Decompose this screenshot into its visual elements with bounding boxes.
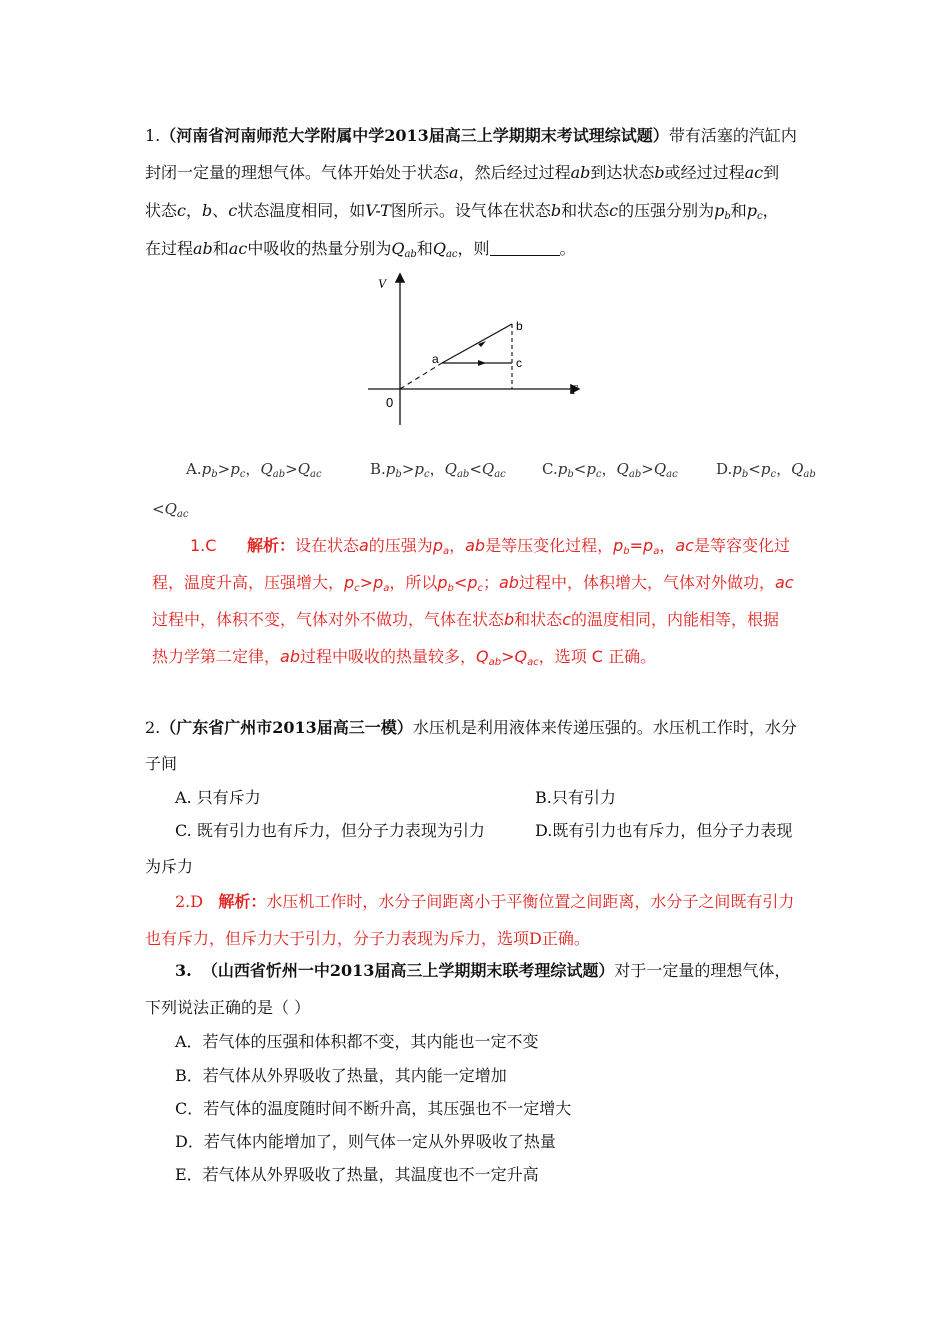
q1-var-a: a <box>449 163 459 182</box>
analysis-text: 是等压变化过程， <box>485 536 614 555</box>
answer-blank[interactable] <box>490 239 560 256</box>
option-text: Q <box>653 460 667 478</box>
q1-var-b: b <box>654 163 665 182</box>
option-text: ab <box>456 469 470 480</box>
analysis-text: b <box>447 583 454 594</box>
q3-line-2 <box>145 997 310 1019</box>
q1-line-1 <box>145 125 797 147</box>
q1-text: 状态温度相同，如 <box>237 201 366 220</box>
option-text: ab <box>628 469 642 480</box>
analysis-text: ab <box>498 573 519 592</box>
q1-analysis-line-3 <box>152 609 779 631</box>
option-letter: A. <box>186 460 202 478</box>
analysis-text: p <box>344 573 355 592</box>
q1-text: 图所示。设气体在状态 <box>390 201 551 220</box>
option-text: D．若气体内能增加了，则气体一定从外界吸收了热量 <box>175 1132 556 1151</box>
option-letter: B. <box>370 460 386 478</box>
q3-number: 3. <box>175 961 192 980</box>
analysis-text: 过程中吸收的热量较多， <box>299 647 476 666</box>
q3-source: （山西省忻州一中2013届高三上学期期末联考理综试题） <box>201 961 615 980</box>
option-text: b <box>211 469 218 480</box>
option-text: ， <box>776 460 792 478</box>
option-text: A．若气体的压强和体积都不变，其内能也一定不变 <box>175 1032 539 1051</box>
option-text: p <box>230 460 240 478</box>
option-text: b <box>395 469 402 480</box>
option-text: p <box>557 460 568 478</box>
q1-text: 和状态 <box>561 201 610 220</box>
q1-var-qac: Q <box>432 239 446 258</box>
q1-var-c: c <box>228 201 238 220</box>
q1-text: ， <box>185 201 202 220</box>
q2-analysis-line-2 <box>145 928 590 950</box>
option-text: > <box>641 460 654 478</box>
option-text: Q <box>791 460 804 478</box>
q1-text: 和 <box>212 239 229 258</box>
q1-sub: ac <box>445 249 458 260</box>
analysis-label: 解析： <box>246 536 295 555</box>
option-text: E．若气体从外界吸收了热量，其温度也不一定升高 <box>175 1165 539 1184</box>
analysis-text: c <box>562 610 571 629</box>
option-text: > <box>285 460 298 478</box>
option-text: b <box>567 469 574 480</box>
analysis-text: < <box>453 573 468 592</box>
q1-text: 中吸收的热量分别为 <box>247 239 392 258</box>
q1-text: ，则 <box>457 239 490 258</box>
q1-number: 1. <box>145 126 161 145</box>
extension-dashed-line <box>400 363 442 389</box>
analysis-text: ab <box>488 657 502 668</box>
q2-option-d[interactable] <box>535 820 792 842</box>
t-axis-label: T <box>570 382 578 397</box>
q1-var-c: c <box>609 201 619 220</box>
q1-line-3 <box>145 200 779 222</box>
option-text: p <box>586 460 596 478</box>
q1-option-d[interactable] <box>716 458 816 480</box>
option-text: C．若气体的温度随时间不断升高，其压强也不一定增大 <box>175 1099 572 1118</box>
analysis-text: ac <box>774 573 794 592</box>
q1-option-c[interactable] <box>542 458 678 480</box>
q1-var-pb: p <box>714 201 725 220</box>
option-text: > <box>217 460 231 478</box>
analysis-text: a <box>653 546 660 557</box>
q1-line-4 <box>145 238 576 260</box>
option-text: Q <box>164 500 177 518</box>
analysis-text: 热力学第二定律， <box>152 647 281 666</box>
origin-label: 0 <box>386 395 394 410</box>
q1-var-ac: ac <box>228 239 248 258</box>
q3-option-d[interactable] <box>175 1131 556 1153</box>
analysis-text: 设在状态 <box>294 536 359 555</box>
analysis-text: ，所以 <box>389 573 438 592</box>
option-text: < <box>573 460 587 478</box>
q1-var-ab: ab <box>570 163 591 182</box>
q1-text: 或经过过程 <box>664 163 745 182</box>
option-text: 为斥力 <box>145 857 194 876</box>
q2-option-b[interactable] <box>535 787 616 809</box>
q1-source: （河南省河南师范大学附属中学2013届高三上学期期末考试理综试题） <box>160 126 669 145</box>
option-text: D.既有引力也有斥力，但分子力表现 <box>535 821 793 840</box>
q1-text: ，然后经过过程 <box>458 163 571 182</box>
q1-sub: b <box>724 211 731 222</box>
q1-line-2 <box>145 162 779 184</box>
analysis-text: ab <box>465 536 486 555</box>
q1-sub: ab <box>404 249 417 260</box>
q1-var-qab: Q <box>391 239 405 258</box>
analysis-text: = <box>629 536 644 555</box>
option-text: ac <box>310 469 322 480</box>
point-b-label: b <box>516 319 523 333</box>
q1-sub: c <box>757 211 763 222</box>
option-text: Q <box>297 460 311 478</box>
option-text: ， <box>601 460 617 478</box>
analysis-text: ac <box>675 536 694 555</box>
q1-var-b: b <box>550 201 562 220</box>
option-text: ab <box>272 469 286 480</box>
q1-text: 到达状态 <box>590 163 655 182</box>
analysis-text: 程，温度升高，压强增大， <box>152 573 345 592</box>
option-text: ， <box>429 460 445 478</box>
q1-analysis-line-4 <box>152 646 656 668</box>
option-text: A. 只有斥力 <box>175 788 261 807</box>
q3-stem: 下列说法正确的是（ ） <box>145 998 311 1017</box>
q1-analysis-line-1 <box>190 535 790 557</box>
q3-option-e[interactable] <box>175 1164 539 1186</box>
analysis-text: 水压机工作时，水分子间距离小于平衡位置之间距离，水分子之间既有引力 <box>266 892 795 911</box>
option-text: c <box>424 469 430 480</box>
option-text: > <box>401 460 415 478</box>
option-text: C. 既有引力也有斥力，但分子力表现为引力 <box>175 821 485 840</box>
analysis-text: p <box>613 536 624 555</box>
q2-line-1 <box>145 717 797 739</box>
analysis-text: ， <box>449 536 466 555</box>
analysis-text: ， <box>659 536 676 555</box>
q2-option-a[interactable] <box>175 787 261 809</box>
q2-analysis-line-1 <box>175 891 794 913</box>
q2-stem: 子间 <box>145 754 178 773</box>
process-ab-line <box>442 324 512 363</box>
option-text: Q <box>481 460 495 478</box>
analysis-label: 解析： <box>218 892 267 911</box>
q1-answer: 1.C <box>190 536 217 555</box>
point-c-label: c <box>516 356 522 370</box>
analysis-text: 是等容变化过 <box>693 536 790 555</box>
analysis-text: a <box>442 546 450 557</box>
q1-text: 的压强分别为 <box>618 201 715 220</box>
analysis-text: 过程中，体积增大，气体对外做功， <box>518 573 775 592</box>
analysis-text: b <box>504 610 515 629</box>
option-letter: C. <box>542 460 558 478</box>
q1-var-ac: ac <box>744 163 764 182</box>
analysis-text: Q <box>476 647 489 666</box>
analysis-text: c <box>354 583 360 594</box>
analysis-text: p <box>643 536 654 555</box>
option-text: c <box>595 469 602 480</box>
option-text: c <box>239 469 246 480</box>
option-text: B.只有引力 <box>535 788 616 807</box>
option-text: ab <box>803 469 816 480</box>
q1-intro: 带有活塞的汽缸内 <box>668 126 797 145</box>
vt-diagram <box>360 270 590 430</box>
q1-text: 、 <box>212 201 229 220</box>
option-text: ac <box>176 509 189 520</box>
option-text: b <box>741 469 749 480</box>
option-text: p <box>385 460 396 478</box>
q1-var-vt: V-T <box>365 201 391 220</box>
q2-option-d-cont <box>145 856 193 878</box>
q2-source: （广东省广州市2013届高三一模） <box>160 718 413 737</box>
analysis-text: 过程中，体积不变，气体对外不做功，气体在状态 <box>152 610 505 629</box>
analysis-text: > <box>359 573 374 592</box>
analysis-text: ，选项 C 正确。 <box>538 647 657 666</box>
analysis-text: 和状态 <box>514 610 563 629</box>
analysis-text: ； <box>482 573 499 592</box>
analysis-text: 的压强为 <box>368 536 433 555</box>
q1-var-c: c <box>177 201 186 220</box>
option-text: < <box>469 460 482 478</box>
q1-option-b[interactable] <box>370 458 506 480</box>
analysis-text: a <box>358 536 369 555</box>
option-text: p <box>414 460 424 478</box>
analysis-text: p <box>432 536 443 555</box>
analysis-text: Q <box>514 647 528 666</box>
option-letter: D. <box>716 460 733 478</box>
q1-analysis-line-2 <box>152 572 794 594</box>
q1-text: 封闭一定量的理想气体。气体开始处于状态 <box>145 163 450 182</box>
analysis-text: b <box>623 546 630 557</box>
q2-line-2 <box>145 753 177 775</box>
q1-text: 和 <box>416 239 433 258</box>
q1-var-b: b <box>202 201 213 220</box>
q3-option-a[interactable] <box>175 1031 539 1053</box>
analysis-text: a <box>383 583 390 594</box>
option-text: p <box>732 460 742 478</box>
q1-text: ， <box>762 201 779 220</box>
option-text: Q <box>616 460 629 478</box>
analysis-text: p <box>467 573 478 592</box>
q1-option-d-cont <box>152 498 188 520</box>
analysis-text: c <box>477 583 483 594</box>
q1-option-a[interactable] <box>186 458 322 480</box>
analysis-text: > <box>501 647 515 666</box>
process-ac-arrow-icon <box>478 360 486 366</box>
analysis-text: 的温度相同，内能相等，根据 <box>570 610 779 629</box>
analysis-text: p <box>437 573 448 592</box>
option-text: ac <box>666 469 678 480</box>
analysis-text: p <box>373 573 384 592</box>
option-text: < <box>748 460 761 478</box>
option-text: Q <box>260 460 273 478</box>
q1-text: 状态 <box>145 201 178 220</box>
q1-text: 在过程 <box>145 239 194 258</box>
analysis-text: 也有斥力，但斥力大于引力，分子力表现为斥力，选项D正确。 <box>145 929 590 948</box>
option-text: ac <box>494 469 506 480</box>
analysis-text: ab <box>280 647 300 666</box>
option-text: ， <box>245 460 261 478</box>
option-text: p <box>760 460 771 478</box>
q3-line-1 <box>175 960 790 982</box>
option-text: B．若气体从外界吸收了热量，其内能一定增加 <box>175 1066 507 1085</box>
option-text: Q <box>444 460 457 478</box>
q2-option-c[interactable] <box>175 820 485 842</box>
q2-stem: 水压机是利用液体来传递压强的。水压机工作时，水分 <box>412 718 797 737</box>
analysis-text: ac <box>527 657 539 668</box>
option-text: < <box>152 500 165 518</box>
q1-text: 到 <box>763 163 780 182</box>
q3-stem: 对于一定量的理想气体， <box>614 961 791 980</box>
q1-var-pc: p <box>746 201 758 220</box>
q2-number: 2. <box>145 718 161 737</box>
q1-text: 。 <box>559 239 576 258</box>
q1-text: 和 <box>730 201 747 220</box>
q3-option-b[interactable] <box>175 1065 507 1087</box>
q3-option-c[interactable] <box>175 1098 571 1120</box>
option-text: p <box>201 460 212 478</box>
v-axis-label: V <box>378 276 386 291</box>
point-a-label: a <box>432 352 439 366</box>
q1-var-ab: ab <box>193 239 213 258</box>
q2-answer: 2.D <box>175 892 204 911</box>
option-text: c <box>770 469 777 480</box>
